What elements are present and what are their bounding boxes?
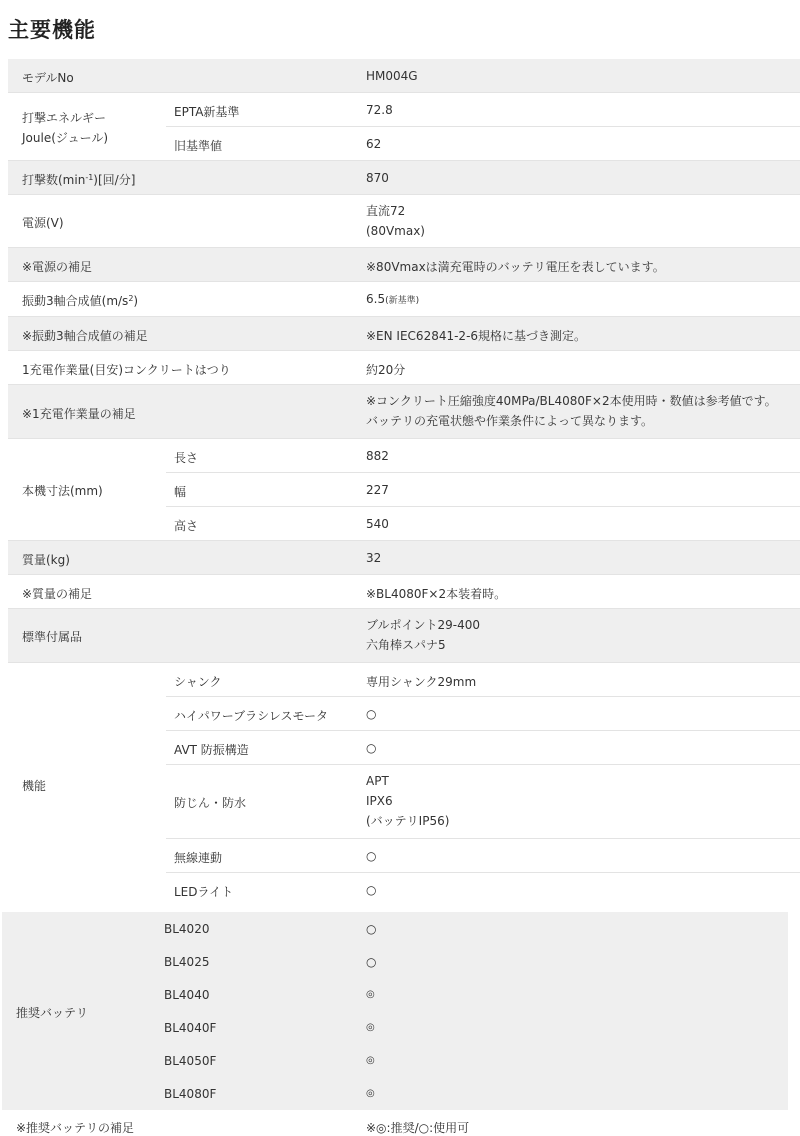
divider (166, 696, 800, 697)
spec-value: ※EN IEC62841-2-6規格に基づき測定。 (366, 329, 587, 343)
spec-label: 質量(kg) (22, 553, 70, 567)
spec-sublabel: 幅 (174, 485, 187, 499)
battery-name: BL4020 (164, 922, 210, 936)
double-circle-icon: ◎ (366, 1022, 375, 1033)
spec-value: 72.8 (366, 103, 393, 117)
spec-label: ※推奨バッテリの補足 (16, 1121, 135, 1135)
spec-row-power-note (8, 248, 800, 282)
spec-label: ※振動3軸合成値の補足 (22, 329, 148, 343)
spec-value: 専用シャンク29mm (366, 675, 477, 689)
spec-row-power (8, 195, 800, 248)
spec-row-model (8, 59, 800, 93)
spec-value: HM004G (366, 69, 418, 83)
spec-value: APT IPX6 (バッテリIP56) (366, 774, 450, 828)
spec-value: ※80Vmaxは満充電時のバッテリ電圧を表しています。 (366, 260, 665, 274)
spec-row-dimensions (8, 439, 800, 541)
circle-icon: ○ (366, 707, 377, 721)
spec-label: 標準付属品 (22, 630, 83, 644)
spec-label: 推奨バッテリ (16, 1006, 89, 1020)
spec-value: 6.5(新基準) (366, 292, 420, 306)
divider (166, 872, 800, 873)
circle-icon: ○ (366, 849, 377, 863)
spec-sublabel: シャンク (174, 675, 222, 689)
spec-sublabel: 高さ (174, 519, 199, 533)
spec-label: ※1充電作業量の補足 (22, 407, 136, 421)
spec-value: ※コンクリート圧縮強度40MPa/BL4080F×2本使用時・数値は参考値です。 バッテリの充電状態や作業条件によって異なります。 (366, 394, 777, 428)
spec-value: 882 (366, 449, 389, 463)
spec-label: 本機寸法(mm) (22, 484, 103, 498)
spec-row-vibration (8, 282, 800, 317)
double-circle-icon: ◎ (366, 1088, 375, 1099)
spec-value: ※BL4080F×2本装着時。 (366, 587, 507, 601)
spec-row-weight-note (8, 575, 800, 609)
divider (166, 126, 800, 127)
battery-name: BL4040 (164, 988, 210, 1002)
spec-row-features (8, 663, 800, 912)
spec-value: 870 (366, 171, 389, 185)
spec-row-blow-rate (8, 161, 800, 195)
circle-icon: ○ (366, 741, 377, 755)
spec-value: 540 (366, 517, 389, 531)
spec-row-vibration-note (8, 317, 800, 351)
spec-value: ブルポイント29-400 六角棒スパナ5 (366, 618, 481, 652)
spec-value: 227 (366, 483, 389, 497)
spec-row-impact-energy (8, 93, 800, 161)
spec-sublabel: LEDライト (174, 885, 234, 899)
spec-value: 直流72 (80Vmax) (366, 204, 425, 238)
spec-value: ※◎:推奨/○:使用可 (366, 1121, 470, 1135)
spec-value: 62 (366, 137, 382, 151)
divider (166, 764, 800, 765)
spec-sublabel: 旧基準値 (174, 139, 223, 153)
spec-sublabel: EPTA新基準 (174, 105, 240, 119)
circle-icon: ○ (366, 922, 377, 936)
divider (166, 730, 800, 731)
battery-name: BL4040F (164, 1021, 217, 1035)
battery-name: BL4050F (164, 1054, 217, 1068)
double-circle-icon: ◎ (366, 989, 375, 1000)
spec-sublabel: ハイパワーブラシレスモータ (174, 709, 329, 723)
circle-icon: ○ (366, 955, 377, 969)
spec-label: ※質量の補足 (22, 587, 93, 601)
divider (166, 506, 800, 507)
spec-label: 機能 (22, 779, 47, 793)
spec-row-work-per-charge (8, 351, 800, 385)
spec-row-accessories (8, 609, 800, 663)
battery-name: BL4080F (164, 1087, 217, 1101)
spec-sublabel: 防じん・防水 (174, 796, 247, 810)
spec-label: 打撃エネルギー Joule(ジュール) (22, 111, 109, 145)
spec-sublabel: 無線連動 (174, 851, 223, 865)
spec-label: 1充電作業量(目安)コンクリートはつり (22, 363, 231, 377)
spec-sublabel: AVT 防振構造 (174, 743, 249, 757)
spec-value: 32 (366, 551, 382, 565)
divider (166, 838, 800, 839)
divider (166, 472, 800, 473)
spec-row-work-note (8, 385, 800, 439)
spec-label: モデルNo (22, 71, 74, 85)
page-title: 主要機能 (8, 18, 96, 42)
spec-sublabel: 長さ (174, 451, 199, 465)
spec-value: 約20分 (366, 363, 406, 377)
double-circle-icon: ◎ (366, 1055, 375, 1066)
spec-label: 打撃数$(\min^{-1})$[回/分] (22, 173, 136, 187)
spec-label: ※電源の補足 (22, 260, 93, 274)
battery-name: BL4025 (164, 955, 210, 969)
spec-row-battery (2, 912, 788, 1110)
spec-label: 電源(V) (22, 216, 64, 230)
spec-label: 振動3軸合成値$(m/s^2)$ (22, 294, 139, 308)
spec-row-weight (8, 541, 800, 575)
spec-row-battery-note (8, 1110, 800, 1135)
circle-icon: ○ (366, 883, 377, 897)
